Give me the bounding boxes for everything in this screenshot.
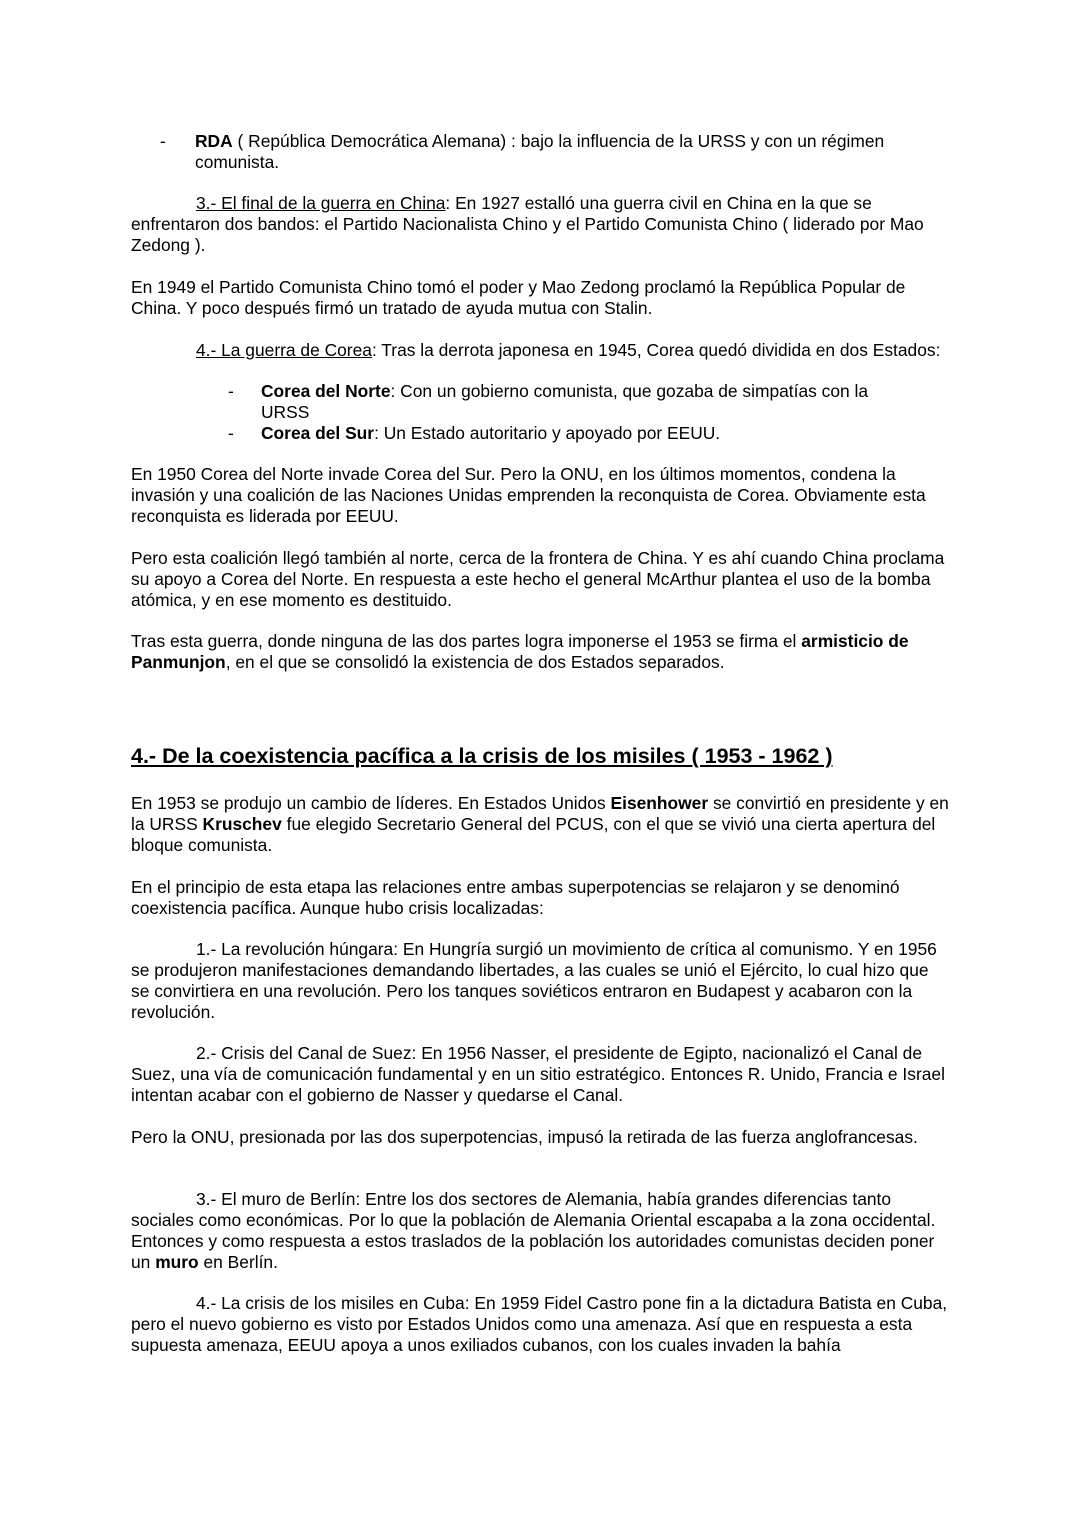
berlin-text: 3.- El muro de Berlín: Entre los dos sectores de Alemania, había grandes diferencias tanto sociales como económicas. Por lo que la población de Alemania Oriental escapaba a la zona occidental. Entonces y como respuesta a estos traslados de la población los autoridades comunistas deciden poner un [131, 1189, 936, 1272]
list-item-corea-sur [261, 423, 921, 444]
kruschev-term: Kruschev [202, 814, 282, 834]
rda-item [195, 131, 935, 173]
cuba-paragraph: 4.- La crisis de los misiles en Cuba: En 1959 Fidel Castro pone fin a la dictadura Batista en Cuba, pero el nuevo gobierno es visto por Estados Unidos como una amenaza. Así que en respuesta a esta supuesta amenaza, EEUU apoya a unos exiliados cubanos, con los cuales invaden la bahía [131, 1293, 948, 1355]
corea-sur-term: Corea del Sur [261, 423, 375, 443]
corea-paragraph-4 [131, 631, 951, 673]
corea-paragraph [131, 340, 951, 361]
china-paragraph [131, 193, 951, 256]
armisticio-term: armisticio de Panmunjon [131, 631, 909, 672]
lideres-paragraph [131, 793, 951, 856]
rda-term: RDA [195, 131, 233, 151]
corea-p4-text: Tras esta guerra, donde ninguna de las dos partes logra imponerse el 1953 se firma el [131, 631, 802, 651]
china-paragraph-2: En 1949 el Partido Comunista Chino tomó el poder y Mao Zedong proclamó la República Popular de China. Y poco después firmó un tratado de ayuda mutua con Stalin. [131, 277, 906, 318]
corea-p4-text-end: , en el que se consolidó la existencia de dos Estados separados. [225, 652, 725, 672]
lideres-text: fue elegido Secretario General del PCUS, con el que se vivió una cierta apertura del bloque comunista. [131, 814, 936, 855]
china-heading: 3.- El final de la guerra en China [196, 193, 446, 213]
berlin-paragraph [131, 1189, 951, 1273]
suez-paragraph: 2.- Crisis del Canal de Suez: En 1956 Nasser, el presidente de Egipto, nacionalizó el Canal de Suez, una vía de comunicación fundamental y en un sitio estratégico. Entonces R. Unido, Francia e Israel intentan acabar con el gobierno de Nasser y quedarse el Canal. [131, 1043, 945, 1105]
suez-paragraph-2: Pero la ONU, presionada por las dos superpotencias, impusó la retirada de las fuerza anglofrancesas. [131, 1127, 918, 1147]
bullet-dash: - [160, 131, 166, 151]
coexistencia-paragraph: En el principio de esta etapa las relaciones entre ambas superpotencias se relajaron y se denominó coexistencia pacífica. Aunque hubo crisis localizadas: [131, 877, 900, 918]
corea-norte-text: : Con un gobierno comunista, que gozaba de simpatías con la URSS [261, 381, 869, 422]
muro-term: muro [155, 1252, 199, 1272]
lideres-text: se convirtió en presidente y en la URSS [131, 793, 949, 834]
eisenhower-term: Eisenhower [610, 793, 709, 813]
lideres-text: En 1953 se produjo un cambio de líderes. En Estados Unidos [131, 793, 611, 813]
rda-text: ( República Democrática Alemana) : bajo la influencia de la URSS y con un régimen comunista. [195, 131, 885, 172]
list-item-corea-norte [261, 381, 921, 423]
corea-paragraph-2: En 1950 Corea del Norte invade Corea del Sur. Pero la ONU, en los últimos momentos, condena la invasión y una coalición de las Naciones Unidas emprenden la reconquista de Corea. Obviamente esta reconquista es liderada por EEUU. [131, 464, 926, 526]
section-heading: 4.- De la coexistencia pacífica a la crisis de los misiles ( 1953 - 1962 ) [131, 744, 833, 768]
bullet-dash: - [228, 423, 234, 443]
corea-sur-text: : Un Estado autoritario y apoyado por EEUU. [374, 423, 721, 443]
corea-text: : Tras la derrota japonesa en 1945, Corea quedó dividida en dos Estados: [371, 340, 941, 360]
bullet-dash: - [228, 381, 234, 401]
corea-paragraph-3: Pero esta coalición llegó también al norte, cerca de la frontera de China. Y es ahí cuando China proclama su apoyo a Corea del Norte. En respuesta a este hecho el general McArthur plantea el uso de la bomba atómica, y en ese momento es destituido. [131, 548, 945, 610]
hungria-paragraph: 1.- La revolución húngara: En Hungría surgió un movimiento de crítica al comunismo. Y en 1956 se produjeron manifestaciones demandando libertades, a las cuales se unió el Ejército, lo cual hizo que se convirtiera en una revolución. Pero los tanques soviéticos entraron en Budapest y acabaron con la revolución. [131, 939, 937, 1022]
corea-heading: 4.- La guerra de Corea [196, 340, 372, 360]
china-text: : En 1927 estalló una guerra civil en China en la que se enfrentaron dos bandos: el Partido Nacionalista Chino y el Partido Comunista Chino ( liderado por Mao Zedong ). [131, 193, 924, 255]
berlin-text-end: en Berlín. [198, 1252, 278, 1272]
corea-norte-term: Corea del Norte [261, 381, 391, 401]
